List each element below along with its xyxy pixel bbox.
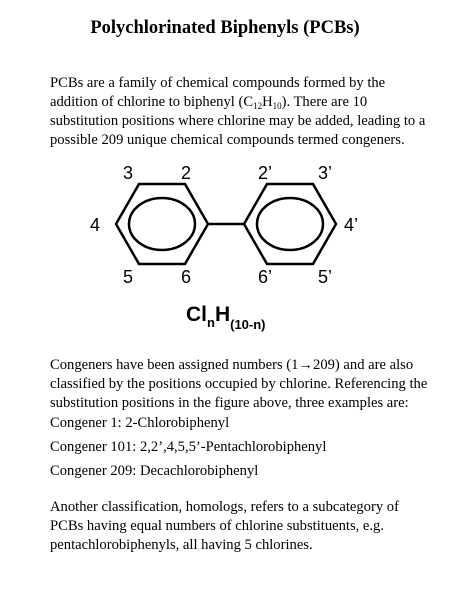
page-title: Polychlorinated Biphenyls (PCBs) (90, 18, 360, 38)
congener-example-101: Congener 101: 2,2’,4,5,5’-Pentachlorobiphenyl (50, 439, 327, 455)
position-label-4: 4 (90, 215, 101, 235)
position-label-3-prime: 3’ (318, 163, 333, 183)
congener-example-209: Congener 209: Decachlorobiphenyl (50, 463, 259, 479)
congener-example-1: Congener 1: 2-Chlorobiphenyl (50, 415, 230, 431)
position-label-4-prime: 4’ (344, 215, 359, 235)
intro-text-h: H (262, 94, 273, 110)
intro-text-2: ). There are 10 substitution positions where chlorine may be added, leading to a possible 209 unique chemical compounds termed congeners. (50, 94, 426, 148)
congeners-paragraph: Congeners have been assigned numbers (1→209) and are also classified by the positions occupied by chlorine. Referencing the substitution positions in the figure above, three examples are: (50, 357, 428, 411)
position-label-3: 3 (123, 163, 134, 183)
position-label-5: 5 (123, 267, 134, 287)
intro-subscript-10: 10 (272, 101, 282, 111)
formula-n-subscript: n (207, 315, 215, 330)
formula-h: H (214, 303, 231, 326)
position-label-2: 2 (181, 163, 192, 183)
position-label-6: 6 (181, 267, 192, 287)
homologs-paragraph: Another classification, homologs, refers to a subcategory of PCBs having equal numbers of chlorine substituents, e.g. pentachlorobiphenyls, all having 5 chlorines. (50, 499, 399, 553)
formula-h-subscript: (10-n) (230, 317, 266, 332)
position-label-6-prime: 6’ (258, 267, 273, 287)
left-ring-inner-circle (129, 198, 195, 250)
intro-text-1: PCBs are a family of chemical compounds formed by the addition of chlorine to biphenyl (C (50, 75, 386, 110)
position-label-5-prime: 5’ (318, 267, 333, 287)
right-ring-inner-circle (257, 198, 323, 250)
formula-cl: Cl (186, 303, 207, 326)
position-label-2-prime: 2’ (258, 163, 273, 183)
intro-subscript-12: 12 (253, 101, 263, 111)
general-formula (186, 303, 266, 332)
